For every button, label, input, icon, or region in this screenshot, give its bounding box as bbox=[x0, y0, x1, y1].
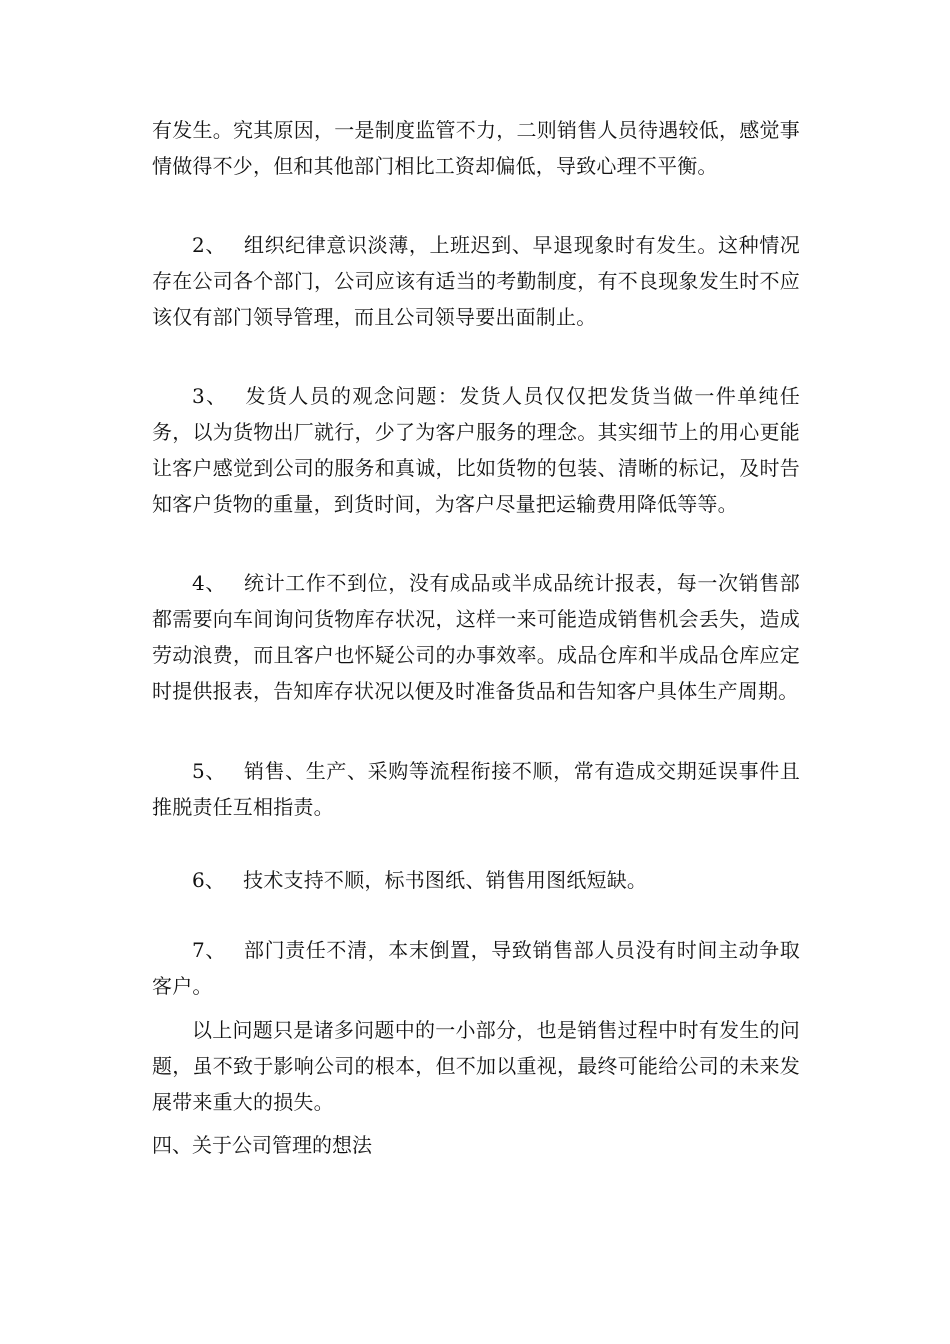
list-item-number: 7、 bbox=[192, 938, 226, 962]
list-item-text: 统计工作不到位，没有成品或半成品统计报表，每一次销售部都需要向车间询问货物库存状况，这样一来可能造成销售机会丢失，造成劳动浪费，而且客户也怀疑公司的办事效率。成品仓库和半成品仓库应定时提供报表，告知库存状况以便及时准备货品和告知客户具体生产周期。 bbox=[152, 571, 801, 703]
list-item-text: 组织纪律意识淡薄，上班迟到、早退现象时有发生。这种情况存在公司各个部门，公司应该有适当的考勤制度，有不良现象发生时不应该仅有部门领导管理，而且公司领导要出面制止。 bbox=[152, 233, 801, 329]
list-item-text: 发货人员的观念问题：发货人员仅仅把发货当做一件单纯任务，以为货物出厂就行，少了为客户服务的理念。其实细节上的用心更能让客户感觉到公司的服务和真诚，比如货物的包装、清晰的标记，及时告知客户货物的重量，到货时间，为客户尽量把运输费用降低等等。 bbox=[152, 384, 801, 516]
list-item-number: 5、 bbox=[192, 759, 226, 783]
paragraph-summary: 以上问题只是诸多问题中的一小部分，也是销售过程中时有发生的问题，虽不致于影响公司的根本，但不加以重视，最终可能给公司的未来发展带来重大的损失。 bbox=[152, 1018, 800, 1114]
list-item-number: 3、 bbox=[192, 384, 228, 408]
section-heading: 四、关于公司管理的想法 bbox=[152, 1133, 372, 1157]
paragraph-continuation: 有发生。究其原因，一是制度监管不力，二则销售人员待遇较低，感觉事情做得不少，但和其他部门相比工资却偏低，导致心理不平衡。 bbox=[152, 118, 800, 178]
list-item-2 bbox=[152, 227, 800, 335]
list-item-number: 6、 bbox=[192, 868, 226, 892]
list-item-text: 技术支持不顺，标书图纸、销售用图纸短缺。 bbox=[243, 868, 648, 892]
list-item-number: 4、 bbox=[192, 571, 226, 595]
list-item-5 bbox=[152, 753, 800, 825]
list-item-7 bbox=[152, 932, 800, 1004]
list-item-6 bbox=[152, 862, 800, 898]
list-item-text: 销售、生产、采购等流程衔接不顺，常有造成交期延误事件且推脱责任互相指责。 bbox=[152, 759, 801, 819]
list-item-number: 2、 bbox=[192, 233, 226, 257]
list-item-4 bbox=[152, 565, 800, 709]
list-item-text: 部门责任不清，本末倒置，导致销售部人员没有时间主动争取客户。 bbox=[152, 938, 801, 998]
list-item-3 bbox=[152, 378, 800, 522]
